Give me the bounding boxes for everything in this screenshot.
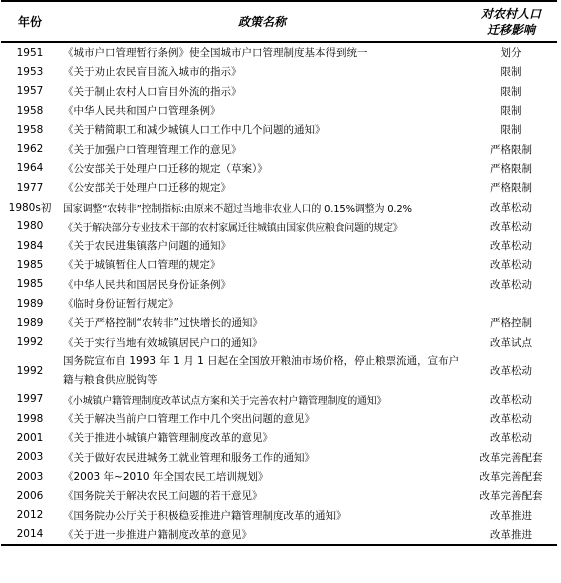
row-impact: 严格限制 <box>490 182 532 195</box>
row-impact: 限制 <box>500 85 522 98</box>
row-year: 1964 <box>16 162 44 175</box>
table-row <box>1 506 557 525</box>
row-year: 1997 <box>16 393 44 406</box>
row-year: 1958 <box>16 123 44 136</box>
table-row <box>1 178 557 197</box>
row-impact: 改革松动 <box>490 240 532 253</box>
table-row <box>1 101 557 120</box>
table-row <box>1 139 557 158</box>
row-year: 1998 <box>16 412 44 425</box>
row-impact: 改革完善配套 <box>479 490 543 503</box>
table-row <box>1 120 557 139</box>
table-row <box>1 275 557 294</box>
row-policy: 《关于劝止农民盲目流入城市的指示》 <box>63 66 242 79</box>
row-impact: 严格限制 <box>490 143 532 156</box>
row-year: 1985 <box>16 258 44 271</box>
table-row <box>1 409 557 428</box>
row-year: 1962 <box>16 143 44 156</box>
row-policy: 国务院宣布自 1993 年 1 月 1 日起在全国放开粮油市场价格，停止粮票流通，宣布户籍与粮食供应脱钩等 <box>63 354 460 386</box>
table-row <box>1 428 557 447</box>
header-policy-name: 政策名称 <box>59 1 465 42</box>
row-year: 1977 <box>16 181 44 194</box>
row-year: 1985 <box>16 278 44 291</box>
row-impact: 改革松动 <box>490 413 532 426</box>
row-year: 2003 <box>16 470 44 483</box>
row-impact: 严格控制 <box>490 317 532 330</box>
row-year: 1957 <box>16 85 44 98</box>
row-year: 1980 <box>16 220 44 233</box>
row-policy: 《关于严格控制“农转非”过快增长的通知》 <box>63 317 263 330</box>
header-impact-line1: 对农村人口 <box>480 6 541 21</box>
row-policy: 《关于进一步推进户籍制度改革的意见》 <box>59 525 465 545</box>
row-year: 2014 <box>1 525 59 545</box>
table-row <box>1 255 557 274</box>
table-row <box>1 236 557 255</box>
table-row <box>1 294 557 313</box>
header-row <box>1 1 557 42</box>
row-policy: 《关于做好农民进城务工就业管理和服务工作的通知》 <box>63 451 315 464</box>
row-impact: 限制 <box>500 66 522 79</box>
row-policy: 《关于城镇暂住人口管理的规定》 <box>63 259 221 272</box>
table-body <box>1 42 557 545</box>
row-impact: 改革松动 <box>490 201 532 214</box>
table-row <box>1 42 557 62</box>
row-policy: 《关于农民进集镇落户问题的通知》 <box>63 240 231 253</box>
row-impact: 限制 <box>500 105 522 118</box>
row-impact <box>465 294 557 313</box>
table-row <box>1 486 557 505</box>
row-year: 1958 <box>16 104 44 117</box>
row-year: 2006 <box>16 489 44 502</box>
row-impact: 改革完善配套 <box>479 471 543 484</box>
row-year: 2001 <box>16 431 44 444</box>
row-policy: 《2003 年~2010 年全国农民工培训规划》 <box>63 471 269 484</box>
header-year: 年份 <box>1 1 59 42</box>
row-policy: 《公安部关于处理户口迁移的规定》 <box>63 182 231 195</box>
row-year: 1951 <box>16 46 44 59</box>
row-year: 2012 <box>16 509 44 522</box>
table-header <box>1 1 557 42</box>
header-migration-impact <box>465 1 557 42</box>
row-policy: 《城市户口管理暂行条例》使全国城市户口管理制度基本得到统一 <box>63 47 368 60</box>
row-impact: 限制 <box>500 124 522 137</box>
row-impact: 改革推进 <box>465 525 557 545</box>
row-year: 1980s初 <box>8 201 52 214</box>
row-policy: 《国务院关于解决农民工问题的若干意见》 <box>63 490 263 503</box>
row-year: 1989 <box>16 316 44 329</box>
table-row <box>1 467 557 486</box>
row-policy: 《小城镇户籍管理制度改革试点方案和关于完善农村户籍管理制度的通知》 <box>63 395 387 407</box>
table-row <box>1 332 557 351</box>
row-year: 1992 <box>16 336 44 349</box>
row-year: 1989 <box>16 297 44 310</box>
row-policy: 《关于解决部分专业技术干部的农村家属迁往城镇由国家供应粮食问题的规定》 <box>63 222 403 234</box>
table-row <box>1 313 557 332</box>
row-policy: 《中华人民共和国居民身份证条例》 <box>63 278 231 291</box>
row-year: 1992 <box>16 364 44 377</box>
row-policy: 《国务院办公厅关于积极稳妥推进户籍管理制度改革的通知》 <box>63 509 347 522</box>
table-row <box>1 525 557 545</box>
row-policy: 《公安部关于处理户口迁移的规定（草案）》 <box>63 162 268 175</box>
row-impact: 改革松动 <box>490 432 532 445</box>
row-year: 1953 <box>16 65 44 78</box>
row-policy: 《临时身份证暂行规定》 <box>63 298 179 310</box>
row-impact: 改革松动 <box>490 393 532 406</box>
header-impact-line2: 迁移影响 <box>486 22 535 37</box>
table-row <box>1 62 557 81</box>
table-row <box>1 82 557 101</box>
row-year: 1984 <box>16 239 44 252</box>
row-impact: 改革试点 <box>490 336 532 349</box>
row-impact: 改革推进 <box>490 509 532 522</box>
table-row <box>1 352 557 390</box>
row-policy: 《关于推进小城镇户籍管理制度改革的意见》 <box>63 432 273 445</box>
row-policy: 《关于精简职工和减少城镇人口工作中几个问题的通知》 <box>63 124 326 137</box>
table-row <box>1 197 557 216</box>
row-impact: 改革松动 <box>490 365 532 378</box>
row-impact: 划分 <box>500 47 522 60</box>
row-impact: 改革松动 <box>490 278 532 291</box>
row-policy: 《关于实行当地有效城镇居民户口的通知》 <box>63 336 263 349</box>
row-impact: 改革松动 <box>490 220 532 233</box>
table-row <box>1 217 557 236</box>
row-policy: 《关于解决当前户口管理工作中几个突出问题的意见》 <box>63 413 315 426</box>
row-impact: 严格限制 <box>490 162 532 175</box>
row-policy: 《关于加强户口管理管理工作的意见》 <box>63 143 242 156</box>
table-row <box>1 448 557 467</box>
table-row <box>1 390 557 409</box>
row-policy: 国家调整“农转非”控制指标:由原来不超过当地非农业人口的 0.15%调整为 0.2% <box>63 203 412 215</box>
row-impact: 改革松动 <box>490 259 532 272</box>
row-impact: 改革完善配套 <box>479 451 543 464</box>
row-year: 2003 <box>16 451 44 464</box>
table-row <box>1 159 557 178</box>
policy-table <box>1 0 557 546</box>
row-policy: 《中华人民共和国户口管理条例》 <box>63 105 221 118</box>
row-policy: 《关于制止农村人口盲目外流的指示》 <box>63 85 242 98</box>
